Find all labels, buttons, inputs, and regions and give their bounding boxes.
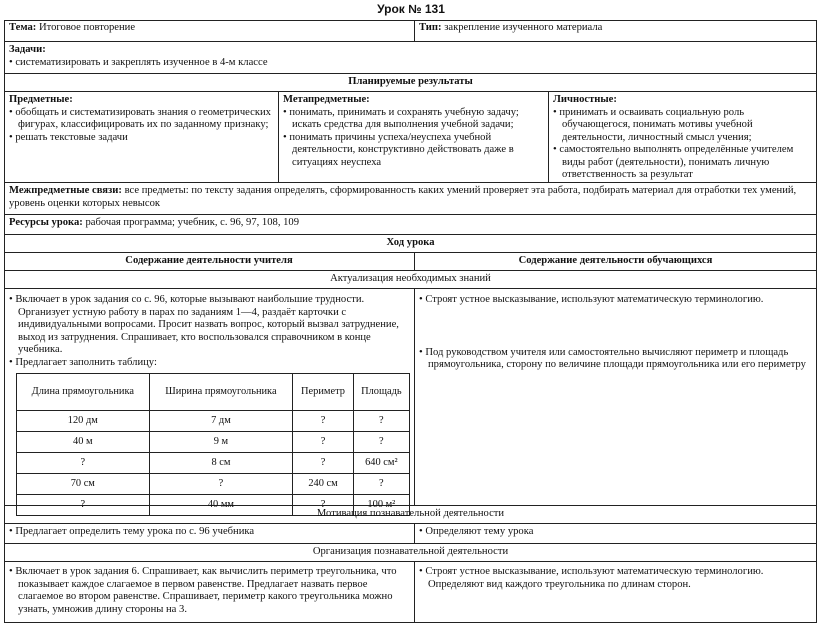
planned-results-title: Планируемые результаты (348, 76, 473, 87)
course-title: Ход урока (386, 237, 435, 248)
table-cell: 100 м² (353, 495, 409, 516)
stage1-student-item: • Под руководством учителя или самостоятельно вычисляют периметр и площадь прямоугольника, сторону по величине площади прямоугольника или его периметру (419, 347, 812, 372)
stage1-student (414, 289, 817, 505)
stage3-student-item: • Строят устное высказывание, используют математическую терминологию. Определяют вид каждого треугольника по длинам сторон. (419, 566, 812, 591)
resources-value: рабочая программа; учебник, с. 96, 97, 108, 109 (85, 217, 300, 228)
table-cell: 9 м (149, 432, 293, 453)
table-cell: 70 см (17, 474, 150, 495)
interdisciplinary-row (4, 183, 817, 215)
stage1-teacher-item: • Предлагает заполнить таблицу: (9, 357, 409, 370)
meta-item: • понимать, принимать и сохранять учебную задачу; искать средства для выполнения учебной задачи; (283, 107, 543, 132)
rectangle-table (16, 373, 410, 516)
table-cell: ? (293, 495, 353, 516)
meta-results (278, 92, 548, 182)
interdisciplinary-label: Межпредметные связи: (9, 185, 122, 196)
stage1-teacher (4, 289, 414, 510)
table-row (17, 432, 410, 453)
table-row (17, 453, 410, 474)
table-cell: ? (353, 474, 409, 495)
topic-label: Тема: (9, 22, 37, 33)
stage2-title: Мотивация познавательной деятельности (316, 508, 505, 519)
topic-value: Итоговое повторение (39, 22, 136, 33)
stage3-content (4, 562, 817, 623)
tasks-label: Задачи: (9, 44, 46, 55)
personal-label: Личностные: (553, 94, 617, 105)
personal-item: • самостоятельно выполнять определённые учителем виды работ (деятельности), понимать личную ответственность за результат (553, 144, 812, 182)
topic-row (4, 20, 817, 42)
subject-label: Предметные: (9, 94, 73, 105)
planned-results-row (4, 92, 817, 183)
table-cell: 120 дм (17, 411, 150, 432)
meta-label: Метапредметные: (283, 94, 370, 105)
interdisciplinary-value: все предметы: по тексту задания определять, сформированность каких умений проверяет эта работа, подбирать материал для отработки тех умений, уровень оценки которых невысок (9, 185, 797, 209)
table-header-row (17, 374, 410, 411)
stage3-header (4, 544, 817, 562)
type-value: закрепление изученного материала (444, 22, 603, 33)
stage1-student-item: • Строят устное высказывание, используют математическую терминологию. (419, 294, 812, 307)
table-cell: ? (353, 411, 409, 432)
type-label: Тип: (419, 22, 442, 33)
planned-results-header (4, 74, 817, 92)
table-row (17, 474, 410, 495)
subject-item: • решать текстовые задачи (9, 132, 273, 145)
table-cell: 240 см (293, 474, 353, 495)
table-cell: 640 см² (353, 453, 409, 474)
table-header-cell: Площадь (353, 374, 409, 411)
stage2-content (4, 524, 817, 544)
resources-row (4, 215, 817, 235)
stage2-student-item: • Определяют тему урока (419, 526, 812, 539)
table-header-cell: Длина прямоугольника (17, 374, 150, 411)
stage2-header (4, 506, 817, 524)
stage1-title: Актуализация необходимых знаний (330, 273, 491, 284)
table-cell: 8 см (149, 453, 293, 474)
table-cell: 40 мм (149, 495, 293, 516)
topic-cell (4, 20, 414, 41)
table-cell: ? (17, 495, 150, 516)
personal-item: • принимать и осваивать социальную роль обучающегося, понимать мотивы учебной деятельности, личностный смысл учения; (553, 107, 812, 145)
table-cell: ? (293, 453, 353, 474)
resources-label: Ресурсы урока: (9, 217, 83, 228)
table-row (17, 411, 410, 432)
tasks-row (4, 42, 817, 74)
subject-item: • обобщать и систематизировать знания о геометрических фигурах, классифицировать их по заданному признаку; (9, 107, 273, 132)
table-cell: 7 дм (149, 411, 293, 432)
task-item: • систематизировать и закреплять изученное в 4-м классе (9, 57, 812, 70)
table-header-cell: Ширина прямоугольника (149, 374, 293, 411)
course-columns-header (4, 253, 817, 271)
stage3-title: Организация познавательной деятельности (312, 546, 509, 557)
table-cell: 40 м (17, 432, 150, 453)
stage3-teacher-item: • Включает в урок задания 6. Спрашивает, как вычислить периметр треугольника, что показывает каждое слагаемое в первом равенстве. Предлагает назвать первое слагаемое во втором равенстве. Спрашивает, периметр какого треугольника можно узнать, умножив длину стороны на 3. (9, 566, 409, 616)
stage1-header (4, 271, 817, 289)
stage1-content (4, 289, 817, 510)
table-header-cell: Периметр (293, 374, 353, 411)
table-cell: ? (293, 411, 353, 432)
teacher-column-header: Содержание деятельности учителя (125, 255, 293, 266)
type-cell (414, 20, 817, 41)
lesson-title: Урок № 131 (377, 2, 445, 16)
table-cell: ? (149, 474, 293, 495)
table-cell: ? (293, 432, 353, 453)
meta-item: • понимать причины успеха/неуспеха учебной деятельности, конструктивно действовать даже в ситуациях неуспеха (283, 132, 543, 170)
stage2-teacher-item: • Предлагает определить тему урока по с. 96 учебника (9, 526, 409, 539)
course-header (4, 235, 817, 253)
personal-results (548, 92, 817, 182)
subject-results (4, 92, 278, 182)
table-cell: ? (353, 432, 409, 453)
table-cell: ? (17, 453, 150, 474)
stage1-teacher-item: • Включает в урок задания со с. 96, которые вызывают наибольшие трудности. Организует устную работу в парах по заданиям 1—4, раздаёт карточки с индивидуальными вопросами. Просит назвать вопрос, который вызвал затруднение, выход из затруднения. Спрашивает, кто воспользовался справочником в конце учебника. (9, 294, 409, 357)
student-column-header: Содержание деятельности обучающихся (518, 255, 713, 266)
